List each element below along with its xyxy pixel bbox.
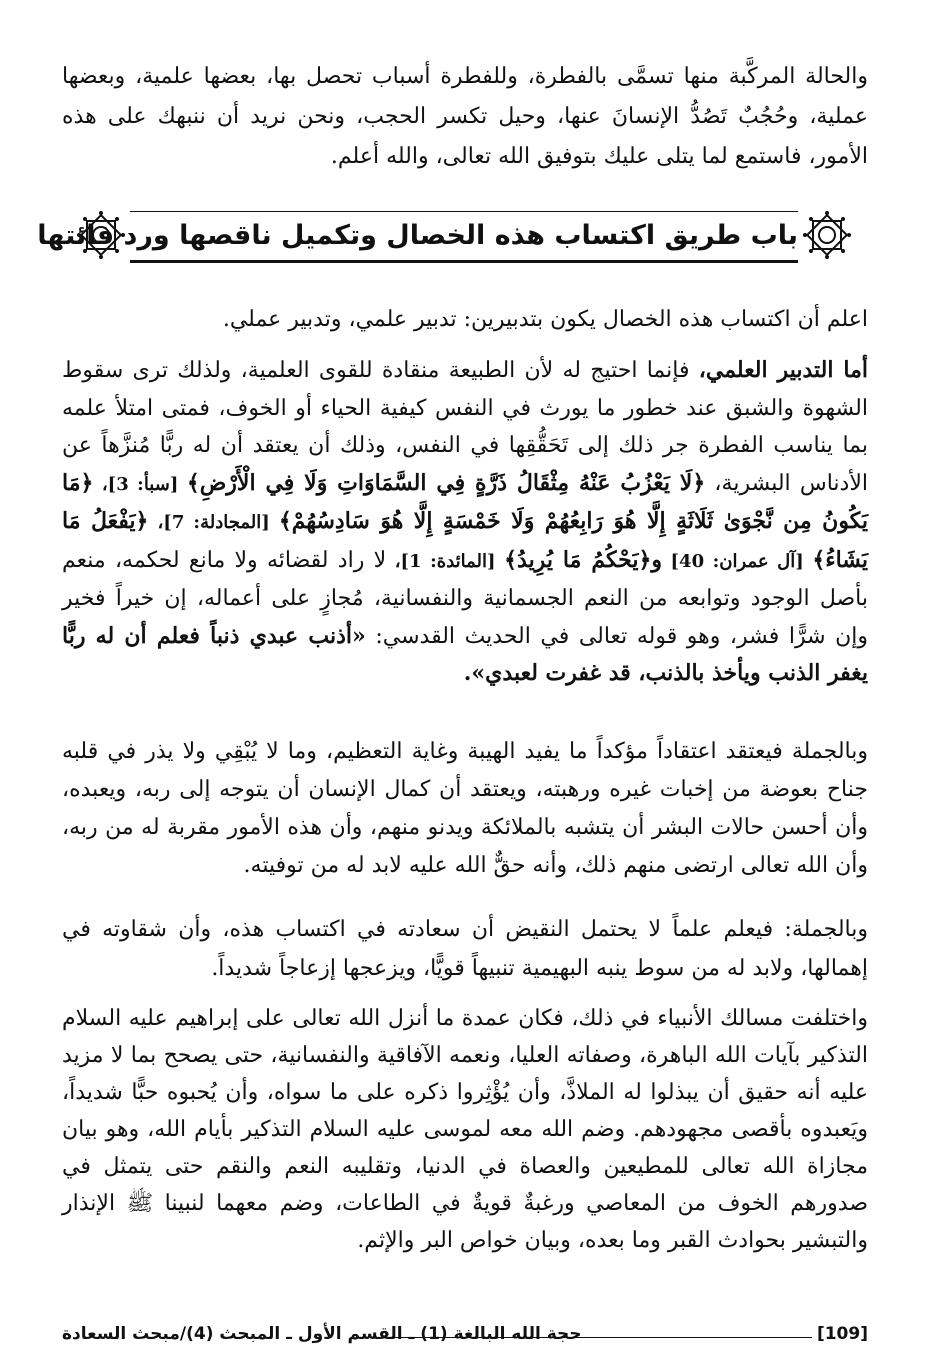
summary-paragraph-2: وبالجملة: فيعلم علماً لا يحتمل النقيض أن سعادته في اكتساب هذه، وأن شقاوته في إهمالها، ولابد له من سوط ينبه البهيمية تنبيهاً قويًّا، ويزعجها إزعاجاً شديداً. bbox=[62, 917, 868, 981]
ilmi-lead: أما التدبير العلمي، bbox=[698, 357, 868, 383]
verse-reference: [آل عمران: 40] bbox=[661, 550, 813, 572]
ilmi-text-1: فإنما احتيج له لأن الطبيعة منقادة للقوى العلمية، ولذلك ترى سقوط الشهوة والشبق عند خطور ما يورث في النفس كيفية الحياء أو الخوف، فمتى امتلأ علمه بما يناسب الفطرة جر ذلك إلى تَحَقُّقِها في النفس، وذلك أن يعتقد أن له ربًّا مُنزَّهاً عن الأدناس البشرية، bbox=[62, 358, 868, 496]
verse-reference: [المجادلة: 7]، bbox=[148, 512, 279, 533]
prophets-paragraph: واختلفت مسالك الأنبياء في ذلك، فكان عمدة ما أنزل الله تعالى على إبراهيم عليه السلام التذكير بآيات الله الباهرة، وصفاته العليا، ونعمه الآفاقية والنفسانية، حتى يصحح بما لا مزيد عليه أنه حقيق أن يبذلوا له الملاذَّ، وأن يُؤْثِروا ذكره على ما سواه، وأن يُحبوه حبًّا شديداً، ويَعبدوه بأقصى مجهودهم. وضم الله معه لموسى عليه السلام التذكير بأيام الله، وهو بيان مجازاة الله تعالى للمطيعين والعصاة في الدنيا، وتقليبه النعم والنقم حتى يتمثل في صدورهم الخوف من المعاصي ورغبةٌ قويةٌ في الطاعات، وضم معهما لنبينا ﷺ الإنذار والتبشير بحوادث القبر وما بعده، وبيان خواص البر والإثم. bbox=[62, 1006, 868, 1253]
section-heading bbox=[37, 208, 852, 266]
verse-reference: [سبأ: 3]، bbox=[93, 473, 187, 495]
quran-verse: ﴿مَا يَكُونُ مِن نَّجْوَىٰ ثَلَاثَةٍ إِلَّا هُوَ رَابِعُهُمْ وَلَا خَمْسَةٍ إِلَّا هُوَ سَادِسُهُمْ﴾ bbox=[62, 469, 868, 534]
page-number: [109] bbox=[816, 1324, 868, 1344]
hadith-quote: «أذنب عبدي ذنباً فعلم أن له ربًّا يغفر الذنب ويأخذ بالذنب، قد غفرت لعبدي». bbox=[62, 622, 868, 686]
quran-verse: و﴿يَحْكُمُ مَا يُرِيدُ﴾ bbox=[504, 546, 662, 573]
ilmi-paragraph bbox=[62, 352, 868, 693]
intro-paragraph: والحالة المركَّبة منها تسمَّى بالفطرة، وللفطرة أسباب تحصل بها، بعضها علمية، وبعضها عملية، وحُجُبٌ تَصُدُّ الإنسانَ عنها، وحيل تكسر الحجب، ونحن نريد أن ننبهك على هذه الأمور، فاستمع لما يتلى عليك بتوفيق الله تعالى، والله أعلم. bbox=[62, 64, 868, 169]
summary-paragraph-1: وبالجملة فيعتقد اعتقاداً مؤكداً ما يفيد الهيبة وغاية التعظيم، وما لا يُبْقِي ولا يذر في قلبه جناح بعوضة من إخبات غيره ورهبته، ويعتقد أن كمال الإنسان أن يتوجه إلى ربه، ويعبده، وأن أحسن حالات البشر أن يتشبه بالملائكة ويدنو منهم، وأن هذه الأمور مقربة له من ربه، وأن الله تعالى ارتضى منهم ذلك، وأنه حقٌّ الله عليه لابد له من توفيته. bbox=[62, 739, 868, 878]
quran-verse: ﴿يَفْعَلُ مَا يَشَاءُ﴾ bbox=[62, 508, 869, 573]
verse-reference: [المائدة: 1]، bbox=[386, 550, 505, 572]
ilmi-text-2: لا راد لقضائه ولا مانع لحكمه، منعم بأصل الوجود وتوابعه من النعم الجسمانية والنفسانية، مُجازٍ على أعماله، إن خيراً فخير وإن شرًّا فشر، وهو قوله تعالى في الحديث القدسي: bbox=[62, 547, 869, 649]
page-footer bbox=[62, 1322, 868, 1352]
quran-verse: ﴿لَا يَعْزُبُ عَنْهُ مِثْقَالُ ذَرَّةٍ فِي السَّمَاوَاتِ وَلَا فِي الْأَرْضِ﴾ bbox=[186, 469, 706, 496]
two-methods-paragraph: اعلم أن اكتساب هذه الخصال يكون بتدبيرين: تدبير علمي، وتدبير عملي. bbox=[222, 307, 868, 332]
running-title: حجة الله البالغة (1) ـ القسم الأول ـ المبحث (4)/مبحث السعادة bbox=[62, 1324, 582, 1344]
section-title: باب طريق اكتساب هذه الخصال وتكميل ناقصها ورد فائتها bbox=[130, 211, 798, 263]
star-ornament-icon bbox=[802, 210, 852, 260]
